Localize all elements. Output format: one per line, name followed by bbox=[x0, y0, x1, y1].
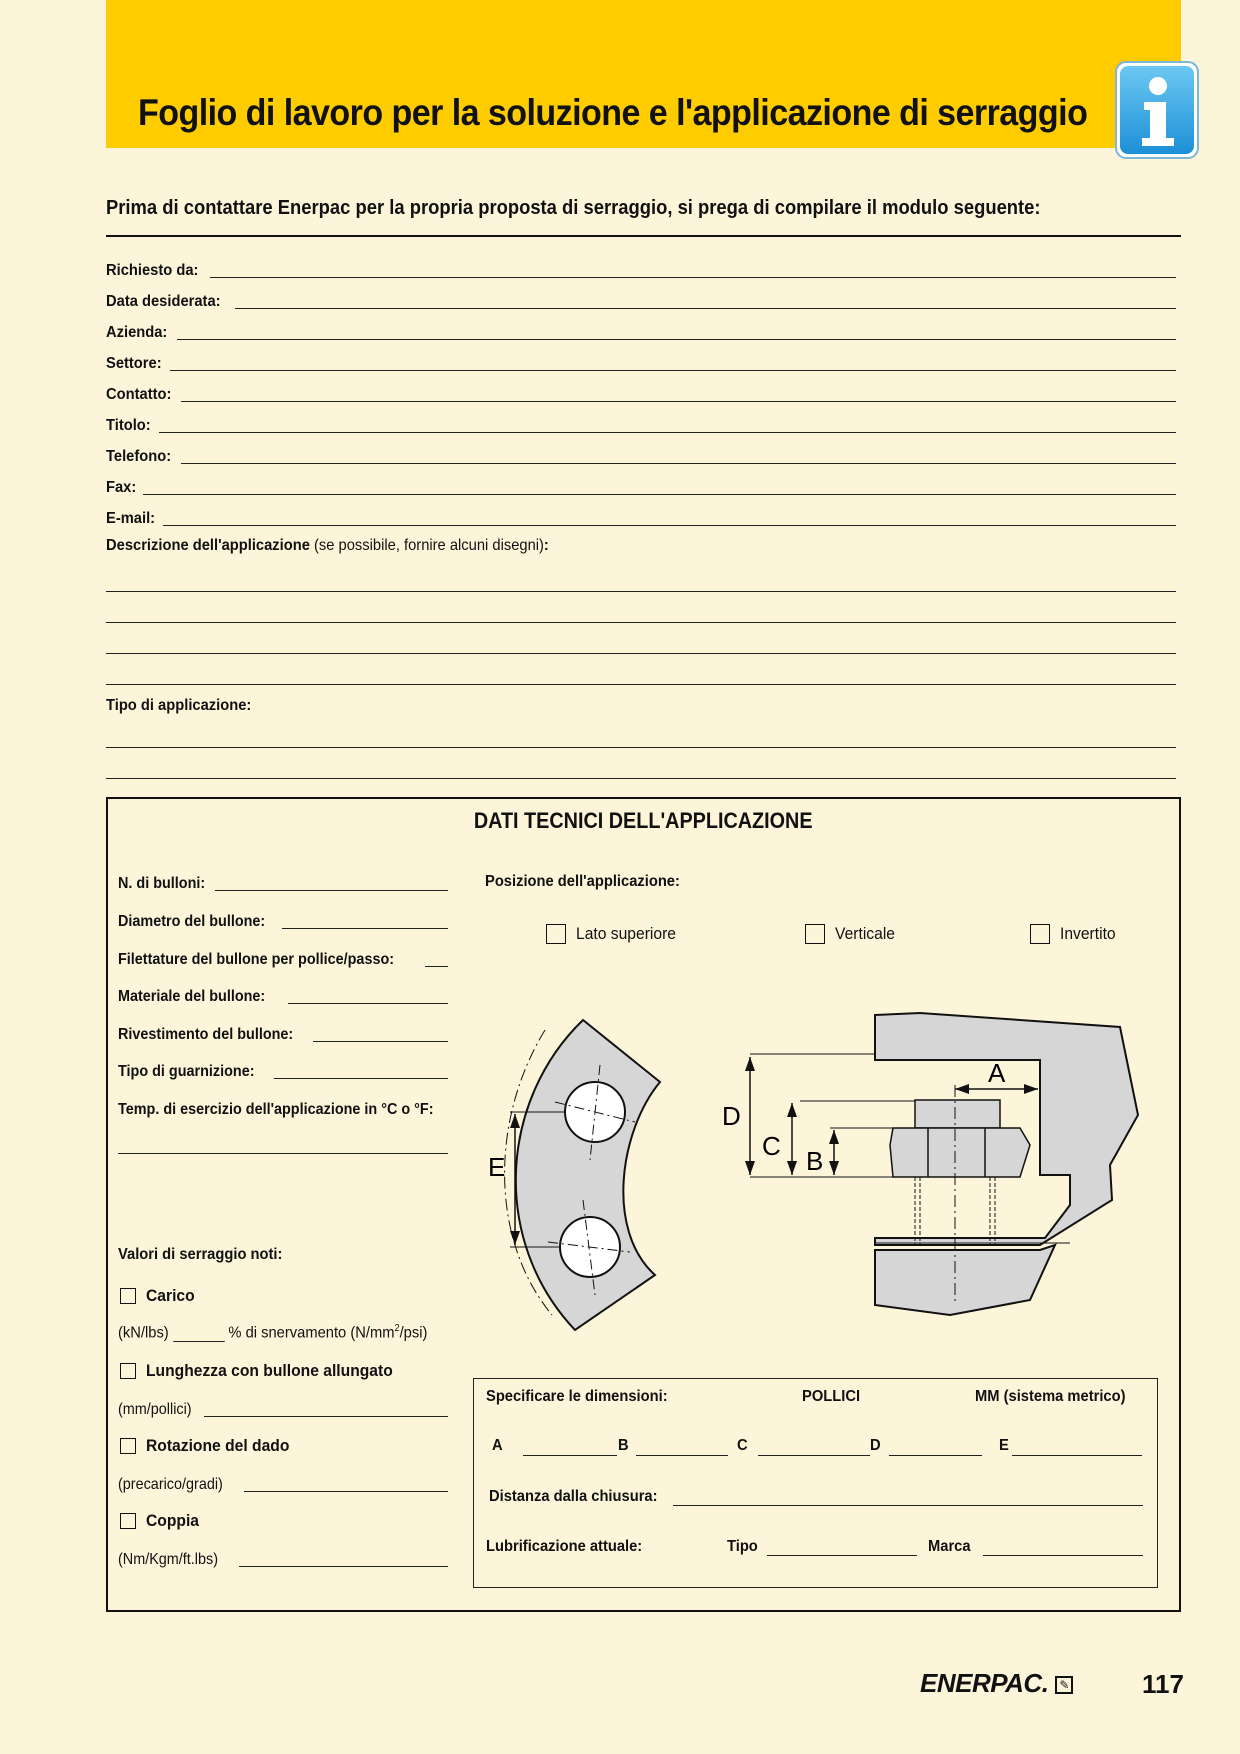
lato-superiore-checkbox[interactable] bbox=[546, 924, 566, 944]
application-type-line-2[interactable] bbox=[106, 778, 1176, 779]
dim-d-input[interactable] bbox=[889, 1455, 982, 1456]
enerpac-logo: ENERPAC. ✎ bbox=[920, 1668, 1073, 1699]
label-c: C bbox=[762, 1131, 781, 1161]
dim-e-input[interactable] bbox=[1012, 1455, 1142, 1456]
page-title: Foglio di lavoro per la soluzione e l'applicazione di serraggio bbox=[138, 92, 1088, 133]
field-n-bulloni[interactable]: N. di bulloni: bbox=[118, 871, 448, 893]
checkbox-coppia[interactable]: Coppia bbox=[120, 1511, 204, 1531]
field-filettature[interactable]: Filettature del bullone per pollice/passo: bbox=[118, 947, 448, 969]
field-guarnizione[interactable]: Tipo di guarnizione: bbox=[118, 1059, 448, 1081]
field-materiale[interactable]: Materiale del bullone: bbox=[118, 984, 448, 1006]
dim-c-input[interactable] bbox=[758, 1455, 870, 1456]
verticale-checkbox[interactable] bbox=[805, 924, 825, 944]
field-telefono[interactable]: Telefono: bbox=[106, 444, 1176, 466]
dimensions-inch: POLLICI bbox=[802, 1388, 861, 1405]
dim-label-a: A bbox=[492, 1437, 503, 1454]
closure-input[interactable] bbox=[673, 1505, 1143, 1506]
coppia-unit-row[interactable]: (Nm/Kgm/ft.lbs) bbox=[118, 1547, 448, 1569]
dim-label-c: C bbox=[737, 1437, 748, 1454]
field-diametro-bullone[interactable]: Diametro del bullone: bbox=[118, 909, 448, 931]
divider bbox=[106, 235, 1181, 237]
application-type-line-1[interactable] bbox=[106, 747, 1176, 748]
dimensions-label: Specificare le dimensioni: bbox=[486, 1388, 668, 1405]
description-line-3[interactable] bbox=[106, 653, 1176, 654]
lubrication-brand-input[interactable] bbox=[983, 1555, 1143, 1556]
field-temperatura-label: Temp. di esercizio dell'applicazione in °C o °F: bbox=[118, 1101, 434, 1118]
closure-label: Distanza dalla chiusura: bbox=[489, 1488, 658, 1505]
field-richiesto-da[interactable]: Richiesto da: bbox=[106, 258, 1176, 280]
dim-b-input[interactable] bbox=[636, 1455, 728, 1456]
coppia-checkbox[interactable] bbox=[120, 1513, 136, 1529]
rotazione-checkbox[interactable] bbox=[120, 1438, 136, 1454]
field-email[interactable]: E-mail: bbox=[106, 506, 1176, 528]
label-e: E bbox=[488, 1152, 506, 1182]
lubrication-type-label: Tipo bbox=[727, 1538, 758, 1555]
option-verticale[interactable]: Verticale bbox=[805, 924, 900, 944]
field-data-desiderata[interactable]: Data desiderata: bbox=[106, 289, 1176, 311]
lubrication-brand-label: Marca bbox=[928, 1538, 971, 1555]
dim-label-d: D bbox=[870, 1437, 881, 1454]
label-d: D bbox=[722, 1101, 741, 1131]
field-fax[interactable]: Fax: bbox=[106, 475, 1176, 497]
dim-label-e: E bbox=[999, 1437, 1009, 1454]
intro-text: Prima di contattare Enerpac per la propria proposta di serraggio, si prega di compilare il modulo seguente: bbox=[106, 197, 1041, 219]
description-line-1[interactable] bbox=[106, 591, 1176, 592]
field-azienda[interactable]: Azienda: bbox=[106, 320, 1176, 342]
field-titolo[interactable]: Titolo: bbox=[106, 413, 1176, 435]
lubrication-label: Lubrificazione attuale: bbox=[486, 1538, 643, 1555]
carico-checkbox[interactable] bbox=[120, 1288, 136, 1304]
lunghezza-unit-row[interactable]: (mm/pollici) bbox=[118, 1397, 448, 1419]
flange-diagram bbox=[480, 1010, 680, 1340]
position-label: Posizione dell'applicazione: bbox=[485, 873, 680, 890]
lubrication-type-input[interactable] bbox=[767, 1555, 917, 1556]
checkbox-carico[interactable]: Carico bbox=[120, 1286, 199, 1306]
application-type-label: Tipo di applicazione: bbox=[106, 697, 252, 714]
clamp-diagram bbox=[710, 1005, 1160, 1335]
rotazione-unit-row[interactable]: (precarico/gradi) bbox=[118, 1472, 448, 1494]
option-invertito[interactable]: Invertito bbox=[1030, 924, 1120, 944]
dimensions-box bbox=[473, 1378, 1158, 1588]
field-rivestimento[interactable]: Rivestimento del bullone: bbox=[118, 1022, 448, 1044]
known-values-label: Valori di serraggio noti: bbox=[118, 1246, 283, 1263]
tech-data-title: DATI TECNICI DELL'APPLICAZIONE bbox=[474, 808, 813, 833]
checkbox-lunghezza[interactable]: Lunghezza con bullone allungato bbox=[120, 1361, 414, 1381]
description-line-4[interactable] bbox=[106, 684, 1176, 685]
carico-unit-row[interactable]: (kN/lbs) % di snervamento $(N/mm^2/psi)$ bbox=[118, 1323, 428, 1342]
field-contatto[interactable]: Contatto: bbox=[106, 382, 1176, 404]
checkbox-rotazione[interactable]: Rotazione del dado bbox=[120, 1436, 302, 1456]
option-lato-superiore[interactable]: Lato superiore bbox=[546, 924, 685, 944]
invertito-checkbox[interactable] bbox=[1030, 924, 1050, 944]
label-a: A bbox=[988, 1058, 1006, 1088]
description-line-2[interactable] bbox=[106, 622, 1176, 623]
dim-label-b: B bbox=[618, 1437, 629, 1454]
label-b: B bbox=[806, 1146, 824, 1176]
info-icon bbox=[1114, 60, 1200, 160]
field-temperatura-line[interactable] bbox=[118, 1153, 448, 1154]
field-settore[interactable]: Settore: bbox=[106, 351, 1176, 373]
page-number: 117 bbox=[1142, 1669, 1184, 1699]
dim-a-input[interactable] bbox=[523, 1455, 617, 1456]
dimensions-mm: MM (sistema metrico) bbox=[975, 1388, 1126, 1405]
lunghezza-checkbox[interactable] bbox=[120, 1363, 136, 1379]
trademark-icon: ✎ bbox=[1055, 1676, 1073, 1694]
description-label: Descrizione dell'applicazione (se possibile, fornire alcuni disegni): bbox=[106, 537, 549, 554]
